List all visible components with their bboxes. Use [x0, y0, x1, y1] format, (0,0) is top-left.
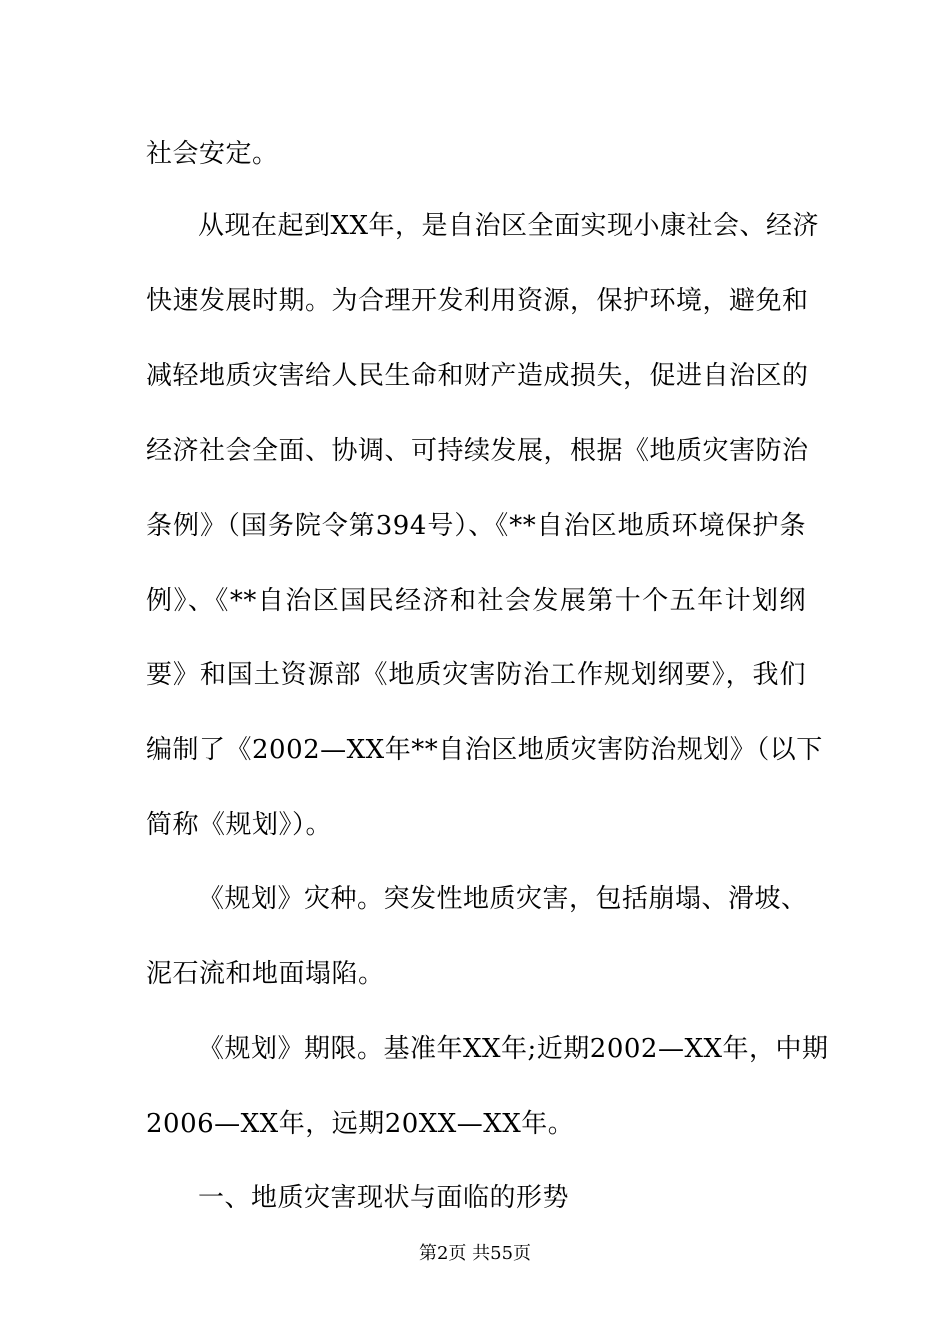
paragraph-line: 要》和国土资源部《地质灾害防治工作规划纲要》，我们	[146, 660, 806, 690]
paragraph-line: 2006—XX年，远期20XX—XX年。	[146, 1109, 575, 1139]
paragraph-line: 《规划》期限。基准年XX年;近期2002—XX年，中期	[198, 1034, 829, 1064]
paragraph-line: 社会安定。	[146, 139, 279, 169]
paragraph-line: 泥石流和地面塌陷。	[146, 959, 385, 989]
paragraph-line: 简称《规划》）。	[146, 810, 333, 840]
paragraph-line: 减轻地质灾害给人民生命和财产造成损失，促进自治区的	[146, 361, 809, 391]
page-footer: 第2页 共55页	[418, 1243, 532, 1264]
paragraph-line: 条例》（国务院令第394号）、《**自治区地质环境保护条	[146, 511, 806, 541]
paragraph-line: 快速发展时期。为合理开发利用资源，保护环境，避免和	[146, 286, 809, 316]
paragraph-line: 例》、《**自治区国民经济和社会发展第十个五年计划纲	[146, 586, 806, 616]
paragraph-line: 经济社会全面、协调、可持续发展，根据《地质灾害防治	[146, 436, 809, 466]
paragraph-line: 《规划》灾种。突发性地质灾害，包括崩塌、滑坡、	[198, 884, 808, 914]
section-heading: 一、地质灾害现状与面临的形势	[198, 1183, 570, 1213]
paragraph-line: 从现在起到XX年，是自治区全面实现小康社会、经济	[198, 211, 820, 241]
paragraph-line: 编制了《2002—XX年**自治区地质灾害防治规划》（以下	[146, 735, 823, 765]
